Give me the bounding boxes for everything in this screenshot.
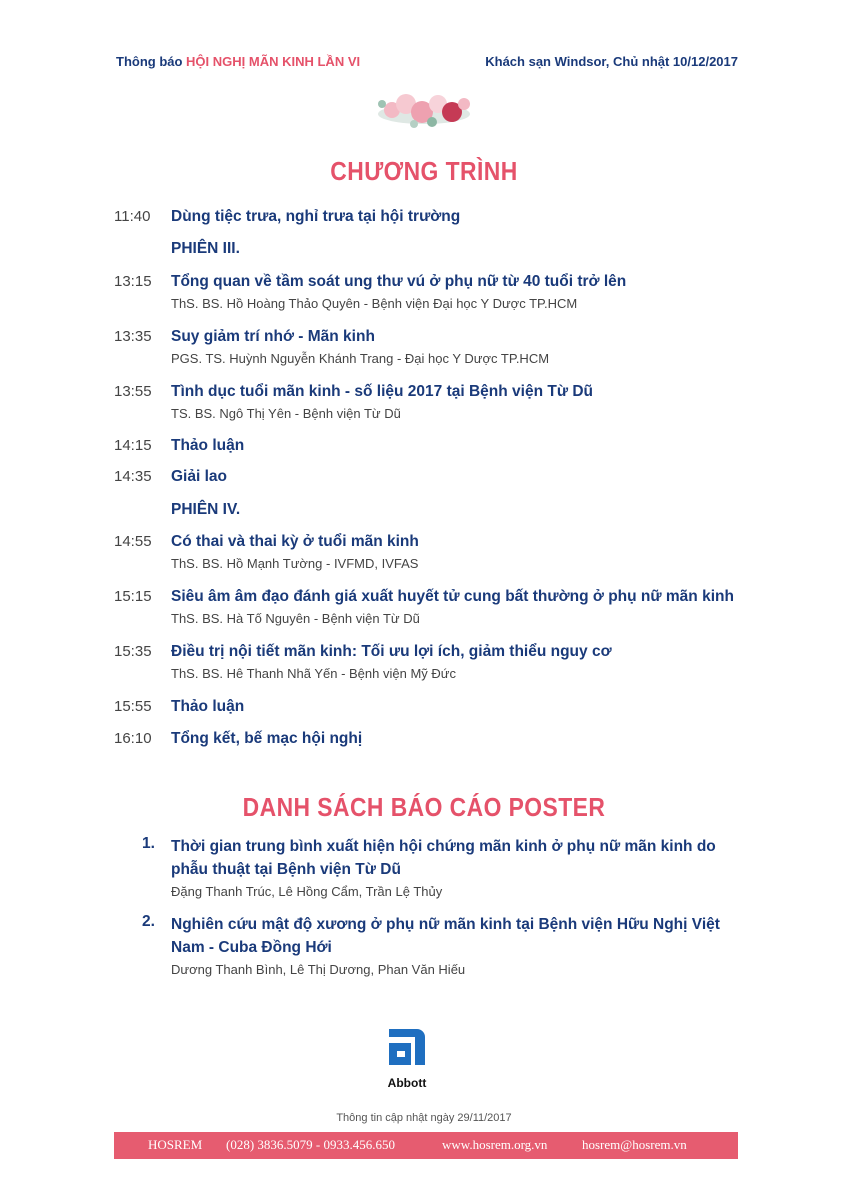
footer-bar: [114, 1132, 738, 1159]
program-speaker: ThS. BS. Hồ Hoàng Thảo Quyên - Bệnh viện Đại học Y Dược TP.HCM: [171, 296, 578, 311]
program-time: 16:10: [114, 730, 152, 747]
poster-authors: Dương Thanh Bình, Lê Thị Dương, Phan Văn Hiếu: [171, 962, 466, 977]
program-item-title: Thảo luận: [171, 698, 245, 715]
program-time: 15:15: [114, 588, 152, 605]
session-title: PHIÊN IV.: [171, 501, 241, 518]
updated-note: Thông tin cập nhật ngày 29/11/2017: [336, 1112, 512, 1124]
program-time: 11:40: [114, 208, 151, 225]
poster-title: DANH SÁCH BÁO CÁO POSTER: [242, 792, 606, 822]
program-title: CHƯƠNG TRÌNH: [330, 156, 518, 186]
program-item-title: Siêu âm âm đạo đánh giá xuất huyết tử cung bất thường ở phụ nữ mãn kinh: [171, 588, 734, 605]
abbott-logo: [380, 1025, 434, 1089]
footer-phone: (028) 3836.5079 - 0933.456.650: [226, 1137, 395, 1152]
program-time: 13:15: [114, 273, 152, 290]
flower-decoration-icon: [374, 86, 474, 132]
header-event-name: HỘI NGHỊ MÃN KINH LẦN VI: [186, 54, 361, 69]
program-time: 14:15: [114, 437, 152, 454]
footer-website[interactable]: www.hosrem.org.vn: [442, 1137, 548, 1152]
program-item-title: Tổng quan về tầm soát ung thư vú ở phụ nữ từ 40 tuổi trở lên: [171, 273, 627, 290]
program-time: 14:55: [114, 533, 152, 550]
program-time: 13:55: [114, 383, 152, 400]
program-item-title: Điều trị nội tiết mãn kinh: Tối ưu lợi ích, giảm thiểu nguy cơ: [171, 643, 612, 660]
program-item-title: Tổng kết, bế mạc hội nghị: [171, 730, 363, 747]
program-item-title: Dùng tiệc trưa, nghỉ trưa tại hội trường: [171, 208, 461, 225]
abbott-logo-icon: [383, 1025, 431, 1069]
program-time: 15:35: [114, 643, 152, 660]
footer-org: HOSREM: [148, 1137, 203, 1152]
poster-authors: Đặng Thanh Trúc, Lê Hồng Cẩm, Trần Lệ Thủy: [171, 884, 443, 899]
program-item-title: Có thai và thai kỳ ở tuổi mãn kinh: [171, 533, 419, 550]
header-left: [116, 54, 360, 69]
program-speaker: ThS. BS. Hê Thanh Nhã Yến - Bệnh viện Mỹ Đức: [171, 666, 456, 681]
poster-title-text: Nghiên cứu mật độ xương ở phụ nữ mãn kinh tại Bệnh viện Hữu Nghị Việt Nam - Cuba Đồng Hới: [171, 916, 720, 956]
program-item-title: Thảo luận: [171, 437, 245, 454]
footer-email[interactable]: hosrem@hosrem.vn: [582, 1137, 687, 1152]
program-speaker: TS. BS. Ngô Thị Yên - Bệnh viện Từ Dũ: [171, 406, 401, 421]
session-title: PHIÊN III.: [171, 240, 240, 257]
program-speaker: ThS. BS. Hồ Mạnh Tường - IVFMD, IVFAS: [171, 556, 419, 571]
program-item-title: Giải lao: [171, 468, 227, 485]
header-venue-date: Khách sạn Windsor, Chủ nhật 10/12/2017: [485, 54, 738, 69]
program-time: 15:55: [114, 698, 152, 715]
program-item-title: Suy giảm trí nhớ - Mãn kinh: [171, 328, 375, 345]
program-time: 14:35: [114, 468, 152, 485]
program-item-title: Tình dục tuổi mãn kinh - số liệu 2017 tại Bệnh viện Từ Dũ: [171, 383, 594, 400]
program-time: 13:35: [114, 328, 152, 345]
poster-number: 2.: [142, 913, 155, 930]
page-header: [116, 54, 738, 74]
header-prefix: Thông báo: [116, 54, 187, 69]
poster-number: 1.: [142, 835, 155, 852]
program-speaker: ThS. BS. Hà Tố Nguyên - Bệnh viện Từ Dũ: [171, 611, 420, 626]
program-speaker: PGS. TS. Huỳnh Nguyễn Khánh Trang - Đại học Y Dược TP.HCM: [171, 351, 550, 366]
abbott-logo-text: Abbott: [387, 1076, 427, 1090]
poster-title-text: Thời gian trung bình xuất hiện hội chứng mãn kinh ở phụ nữ mãn kinh do phẫu thuật tại Bệnh viện Từ Dũ: [171, 838, 716, 878]
